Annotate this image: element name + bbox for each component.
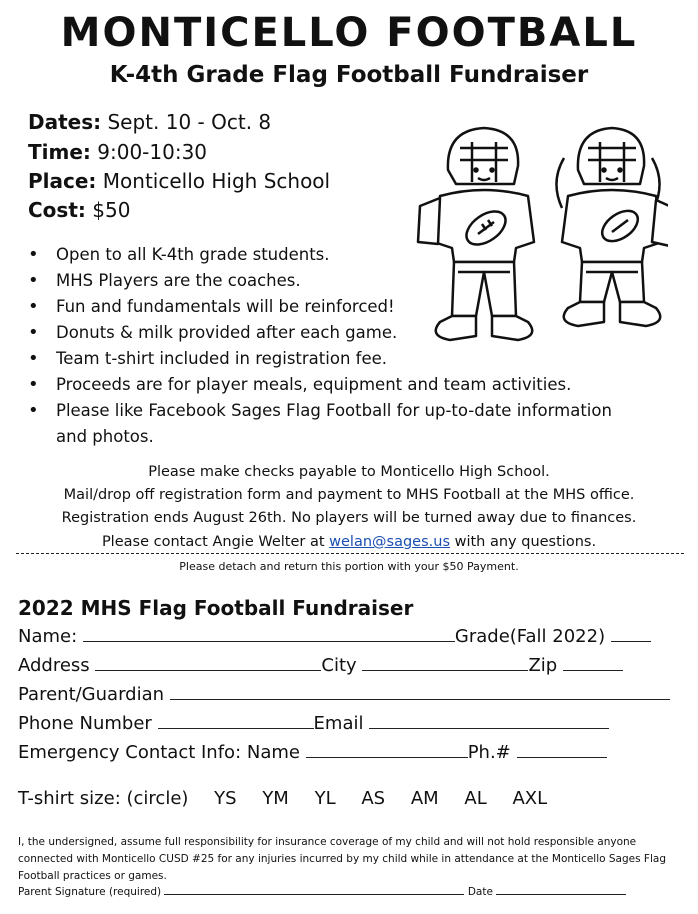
name-label: Name: — [18, 626, 78, 647]
city-label: City — [321, 655, 357, 676]
size-option[interactable]: YS — [214, 788, 237, 809]
dates-value: Sept. 10 - Oct. 8 — [107, 110, 272, 134]
email-label: Email — [313, 713, 364, 734]
list-item: • Fun and fundamentals will be reinforced! — [28, 294, 668, 320]
date-label: Date — [467, 886, 493, 898]
emergency-phone-field[interactable] — [517, 743, 607, 758]
size-option[interactable]: YL — [314, 788, 336, 809]
cost-label: Cost: — [28, 198, 86, 222]
list-item: • Please like Facebook Sages Flag Football for up-to-date information — [28, 398, 668, 424]
signature-field[interactable] — [164, 885, 464, 895]
list-item: • Donuts & milk provided after each game. — [28, 320, 668, 346]
email-link[interactable]: welan@sages.us — [329, 534, 450, 550]
tshirt-size-row — [18, 788, 547, 809]
list-item: • Open to all K-4th grade students. — [28, 242, 668, 268]
emergency-label: Emergency Contact Info: Name — [18, 742, 300, 763]
contact-text: Please contact Angie Welter at — [101, 534, 330, 550]
emergency-row — [18, 742, 607, 763]
email-field[interactable] — [369, 714, 609, 729]
time-value: 9:00-10:30 — [97, 140, 208, 164]
dates-label: Dates: — [28, 110, 102, 134]
signature-label: Parent Signature (required) — [18, 886, 162, 898]
cost-value: $50 — [92, 198, 131, 222]
grade-label: Grade(Fall 2022) — [454, 626, 606, 647]
list-item: • Team t-shirt included in registration fee. — [28, 346, 668, 372]
flyer-subtitle: K-4th Grade Flag Football Fundraiser — [109, 62, 589, 88]
list-item: • Proceeds are for player meals, equipment and team activities. — [28, 372, 668, 398]
cost-line — [28, 198, 130, 222]
phone-row — [18, 713, 609, 734]
size-option[interactable]: AL — [464, 788, 487, 809]
place-line — [28, 169, 330, 193]
place-value: Monticello High School — [102, 169, 331, 193]
name-field[interactable] — [83, 627, 455, 642]
name-row — [18, 626, 651, 647]
phone-label: Phone Number — [18, 713, 152, 734]
size-option[interactable]: YM — [262, 788, 289, 809]
parent-field[interactable] — [170, 685, 670, 700]
flyer-title: MONTICELLO FOOTBALL — [60, 10, 638, 56]
zip-field[interactable] — [563, 656, 623, 671]
phone-field[interactable] — [158, 714, 314, 729]
payable-note: Please make checks payable to Monticello High School. — [148, 464, 550, 480]
form-title: 2022 MHS Flag Football Fundraiser — [18, 596, 414, 620]
deadline-note: Registration ends August 26th. No players will be turned away due to finances. — [61, 510, 637, 526]
grade-field[interactable] — [611, 627, 651, 642]
detach-note: Please detach and return this portion with your $50 Payment. — [179, 560, 519, 573]
detach-line — [16, 553, 684, 554]
parent-label: Parent/Guardian — [18, 684, 165, 705]
address-field[interactable] — [95, 656, 321, 671]
zip-label: Zip — [528, 655, 558, 676]
tshirt-label: T-shirt size: (circle) — [18, 788, 189, 809]
dates-line — [28, 110, 271, 134]
date-field[interactable] — [496, 885, 626, 895]
size-option[interactable]: AM — [410, 788, 439, 809]
time-label: Time: — [28, 140, 91, 164]
address-row — [18, 655, 623, 676]
city-field[interactable] — [362, 656, 528, 671]
emergency-name-field[interactable] — [306, 743, 468, 758]
list-item: • MHS Players are the coaches. — [28, 268, 668, 294]
mail-note: Mail/drop off registration form and payment to MHS Football at the MHS office. — [63, 487, 635, 503]
parent-row — [18, 684, 670, 705]
size-option[interactable]: AS — [361, 788, 386, 809]
address-label: Address — [18, 655, 90, 676]
ph-label: Ph.# — [467, 742, 511, 763]
place-label: Place: — [28, 169, 97, 193]
liability-waiver: I, the undersigned, assume full responsibility for insurance coverage of my child and will not hold responsible anyone connected with Monticello CUSD #25 for any injuries incurred by my child while in attendance at the Monticello Sages Flag Football practices or games. — [18, 836, 666, 882]
contact-note — [0, 534, 698, 550]
feature-list — [28, 242, 668, 450]
size-option[interactable]: AXL — [512, 788, 548, 809]
time-line — [28, 140, 207, 164]
list-item-continuation: and photos. — [56, 427, 154, 446]
contact-text-end: with any questions. — [450, 534, 597, 550]
signature-row — [18, 885, 626, 898]
